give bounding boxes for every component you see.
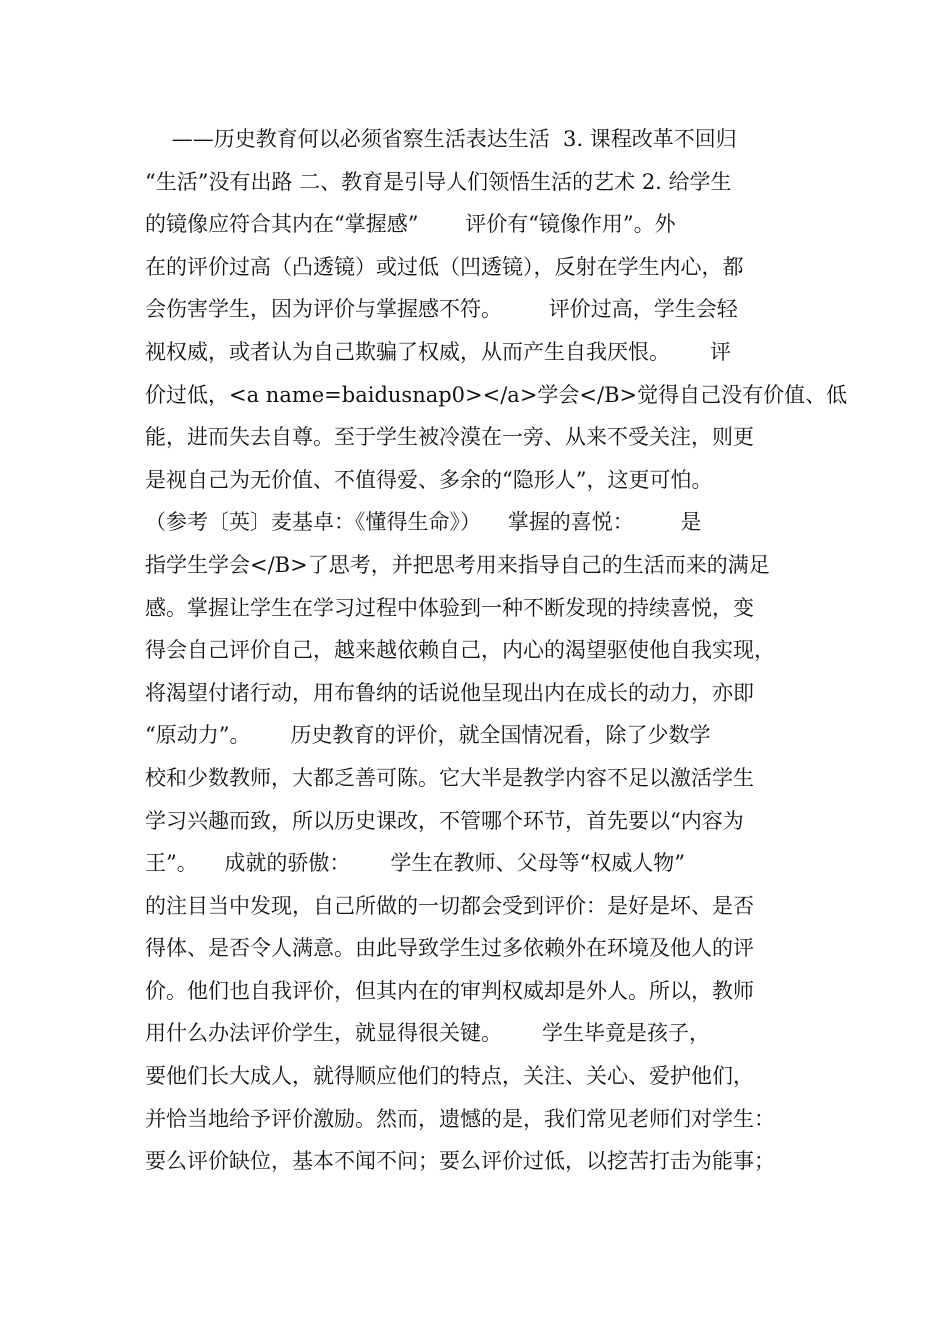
text-line: （参考〔英〕麦基卓：《懂得生命》） 掌握的喜悦： 是 [145,510,702,535]
text-line: 得会自己评价自己，越来越依赖自己，内心的渴望驱使他自我实现， [145,638,775,663]
text-line: “原动力”。 历史教育的评价，就全国情况看，除了少数学 [145,723,711,748]
text-line: 并恰当地给予评价激励。然而，遗憾的是，我们常见老师们对学生： [145,1106,775,1131]
body-text [145,118,848,1183]
text-line: 要么评价缺位，基本不闻不问；要么评价过低，以挖苦打击为能事； [145,1149,775,1174]
text-line: 视权威，或者认为自己欺骗了权威，从而产生自我厌恨。 评 [145,339,732,364]
text-line: 校和少数教师，大都乏善可陈。它大半是教学内容不足以激活学生 [145,765,754,790]
text-line: 要他们长大成人，就得顺应他们的特点，关注、关心、爱护他们， [145,1064,754,1089]
text-line: 指学生学会</B>了思考，并把思考用来指导自己的生活而来的满足 [145,552,770,577]
text-line: 能，进而失去自尊。至于学生被冷漠在一旁、从来不受关注，则更 [145,425,754,450]
text-line: 的镜像应符合其内在“掌握感” 评价有“镜像作用”。外 [145,212,676,237]
text-line: 会伤害学生，因为评价与掌握感不符。 评价过高，学生会轻 [145,297,738,322]
text-line: 价过低，<a name=baidusnap0></a>学会</B>觉得自己没有价值、低 [145,382,848,407]
text-line: 感。掌握让学生在学习过程中体验到一种不断发现的持续喜悦，变 [145,595,754,620]
text-line: “生活”没有出路 二、教育是引导人们领悟生活的艺术 2. 给学生 [145,169,732,194]
text-line: 价。他们也自我评价，但其内在的审判权威却是外人。所以，教师 [145,978,754,1003]
text-line: ——历史教育何以必须省察生活表达生活 3. 课程改革不回归 [145,127,737,151]
text-line: 王”。 成就的骄傲： 学生在教师、父母等“权威人物” [145,851,685,876]
text-line: 用什么办法评价学生，就显得很关键。 学生毕竟是孩子， [145,1021,711,1046]
text-line: 学习兴趣而致，所以历史课改，不管哪个环节，首先要以“内容为 [145,808,744,833]
text-line: 得体、是否令人满意。由此导致学生过多依赖外在环境及他人的评 [145,936,754,961]
text-line: 将渴望付诸行动，用布鲁纳的话说他呈现出内在成长的动力，亦即 [145,680,754,705]
text-line: 的注目当中发现，自己所做的一切都会受到评价：是好是坏、是否 [145,893,754,918]
text-line: 是视自己为无价值、不值得爱、多余的“隐形人”，这更可怕。 [145,467,713,492]
text-line: 在的评价过高（凸透镜）或过低（凹透镜），反射在学生内心，都 [145,254,744,279]
